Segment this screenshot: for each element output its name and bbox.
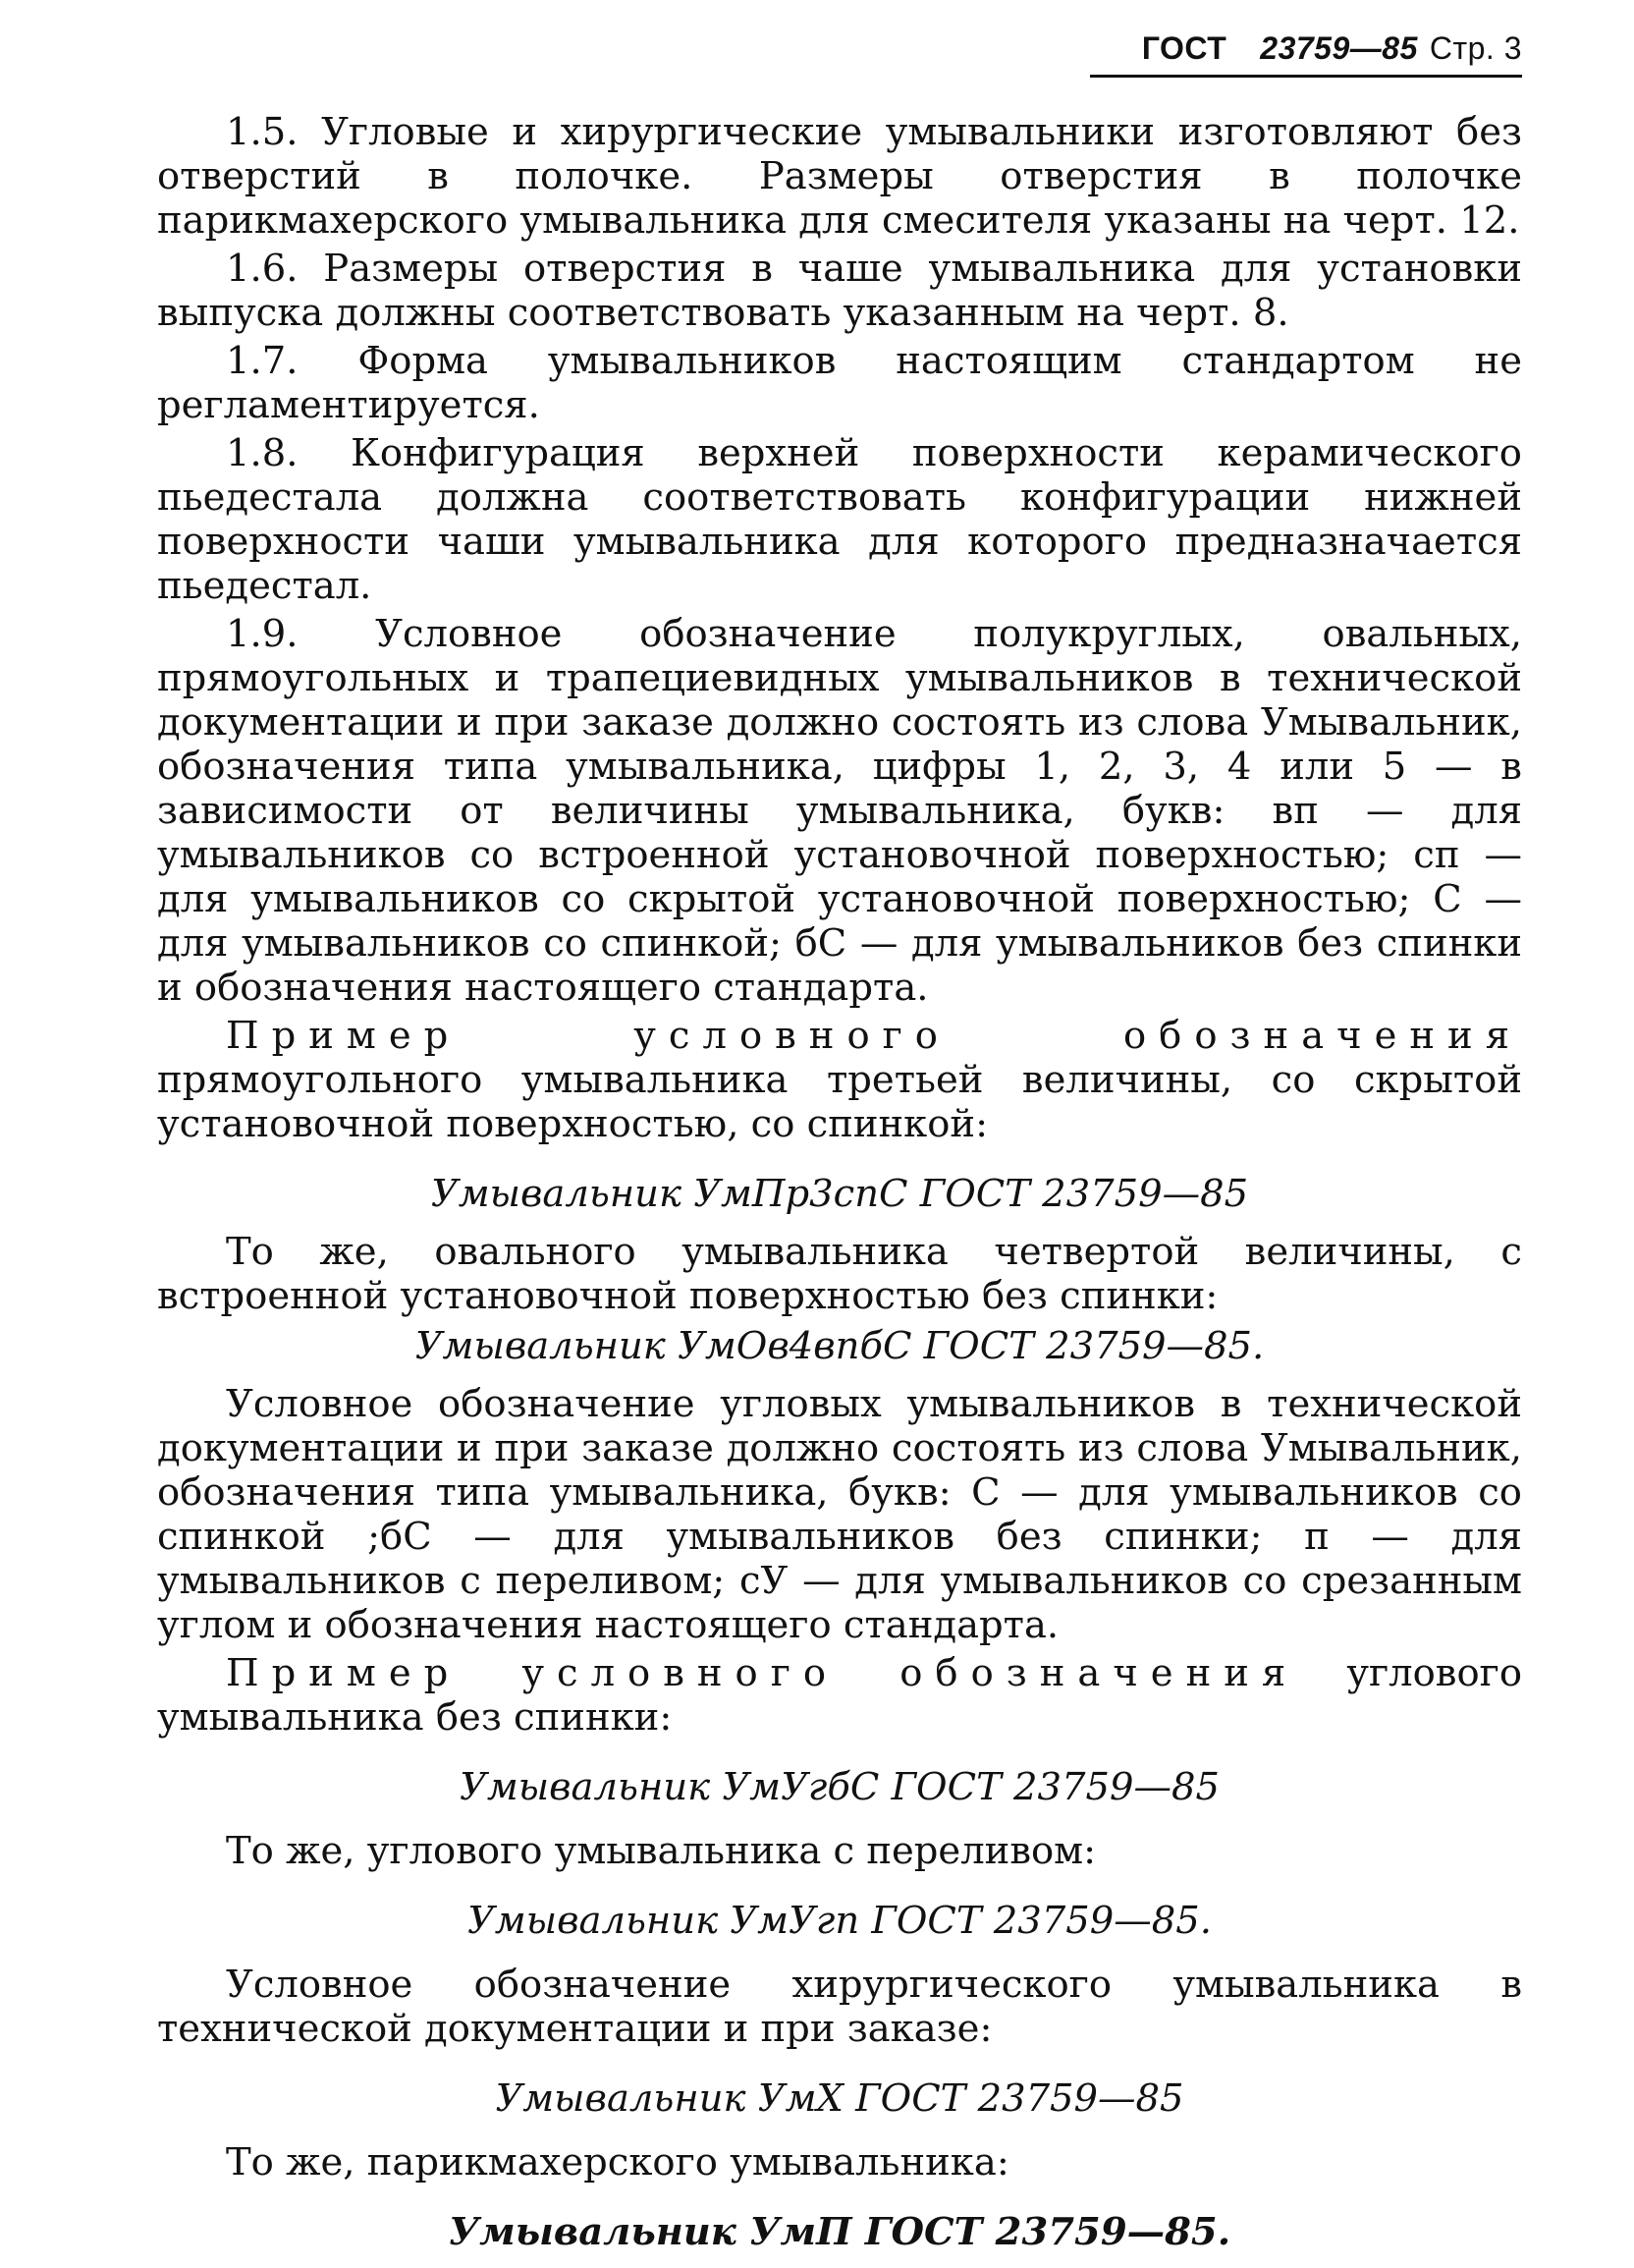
example-intro-1 xyxy=(157,1014,1522,1146)
paragraph-1-6: 1.6. Размеры отверстия в чаше умывальника для установки выпуска должны соответствовать указанным на черт. 8. xyxy=(157,247,1522,335)
same-note-2: То же, углового умывальника с переливом: xyxy=(226,1829,1097,1873)
header-gost-label: ГОСТ xyxy=(1141,30,1227,66)
example-intro-1-spaced: Пример условного обозначения xyxy=(226,1014,1522,1058)
example-intro-2 xyxy=(157,1651,1522,1740)
example-intro-2-spaced: Пример условного обозначения xyxy=(226,1651,1299,1695)
running-header xyxy=(1090,28,1522,81)
designation-example-6: Умывальник УмП ГОСТ 23759—85. xyxy=(448,2210,1231,2254)
corner-designation-paragraph: Условное обозначение угловых умывальников в технической документации и при заказе должно состоять из слова Умывальник, обозначения типа умывальника, букв: С — для умывальников со спинкой ;бС — для умывальников без спинки; п — для умывальников с переливом; сУ — для умывальников со срезанным углом и обозначения настоящего стандарта. xyxy=(157,1382,1522,1647)
designation-example-2: Умывальник УмОв4впбС ГОСТ 23759—85. xyxy=(414,1324,1265,1368)
paragraph-1-8: 1.8. Конфигурация верхней поверхности керамического пьедестала должна соответствовать конфигурации нижней поверхности чаши умывальника для которого предназначается пьедестал. xyxy=(157,431,1522,608)
surgical-designation-paragraph: Условное обозначение хирургического умывальника в технической документации и при заказе: xyxy=(157,1963,1522,2051)
same-note-1: То же, овального умывальника четвертой величины, с встроенной установочной поверхностью без спинки: xyxy=(157,1230,1522,1318)
header-standard-number: 23759—85 xyxy=(1260,30,1418,66)
designation-example-5: Умывальник УмХ ГОСТ 23759—85 xyxy=(495,2076,1184,2121)
header-page-number: Стр. 3 xyxy=(1429,30,1522,66)
designation-example-1: Умывальник УмПр3спС ГОСТ 23759—85 xyxy=(430,1172,1249,1216)
header-rule xyxy=(1090,75,1522,78)
example-intro-1-rest: прямоугольного умывальника третьей величины, со скрытой установочной поверхностью, со спинкой: xyxy=(157,1058,1522,1146)
body-text xyxy=(157,110,1522,2268)
paragraph-1-7: 1.7. Форма умывальников настоящим стандартом не регламентируется. xyxy=(157,339,1522,427)
example-intro-2-rest: углового умывальника без спинки: xyxy=(157,1651,1523,1740)
paragraph-1-9: 1.9. Условное обозначение полукруглых, овальных, прямоугольных и трапециевидных умывальников в технической документации и при заказе должно состоять из слова Умывальник, обозначения типа умывальника, цифры 1, 2, 3, 4 или 5 — в зависимости от величины умывальника, букв: вп — для умывальников со встроенной установочной поверхностью; сп — для умывальников со скрытой установочной поверхностью; С — для умывальников со спинкой; бС — для умывальников без спинки и обозначения настоящего стандарта. xyxy=(157,612,1522,1010)
designation-example-4: Умывальник УмУгп ГОСТ 23759—85. xyxy=(466,1899,1212,1943)
same-note-3: То же, парикмахерского умывальника: xyxy=(226,2140,1009,2185)
paragraph-1-5: 1.5. Угловые и хирургические умывальники изготовляют без отверстий в полочке. Размеры отверстия в полочке парикмахерского умывальника для смесителя указаны на черт. 12. xyxy=(157,110,1522,243)
designation-example-3: Умывальник УмУгбС ГОСТ 23759—85 xyxy=(460,1765,1220,1809)
